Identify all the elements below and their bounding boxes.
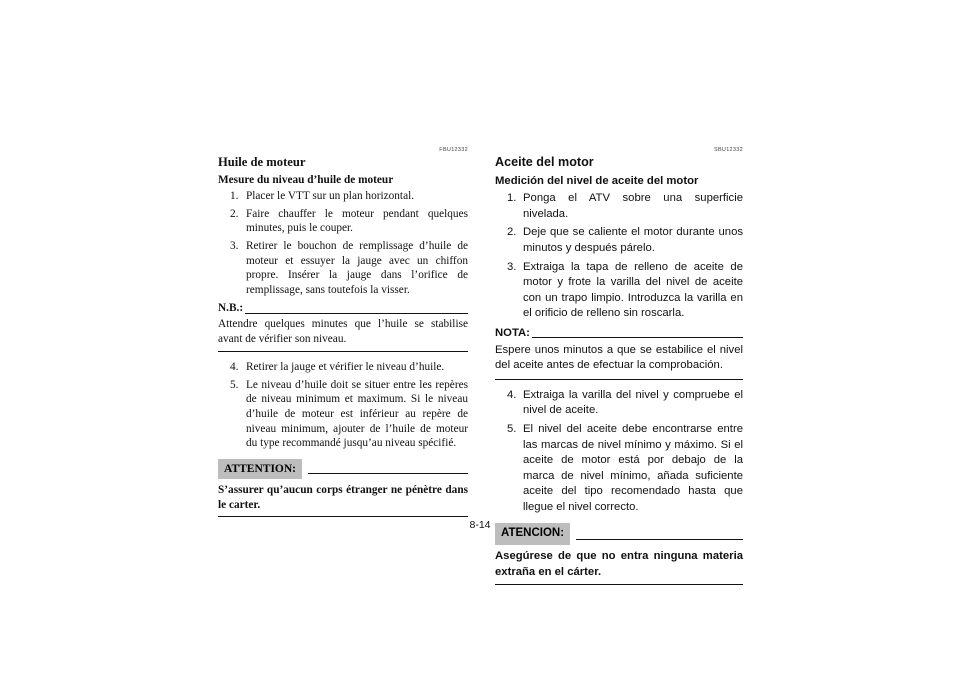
warning-label: ATTENTION: [218,459,302,480]
section-subtitle: Medición del nivel de aceite del motor [495,174,699,187]
warning-rule [576,539,743,540]
note-heading [495,326,743,342]
note-end-rule [495,379,743,380]
section-subtitle: Mesure du niveau d’huile de moteur [218,173,394,186]
section-title: Aceite del motor [495,155,594,169]
step-item: 2. Faire chauffer le moteur pendant quelques minutes, puis le couper. [230,207,468,235]
warning-end-rule [495,584,743,585]
french-column [218,146,468,517]
step-item: 5. Le niveau d’huile doit se situer entre les repères de niveau minimum et maximum. Si le niveau d’huile de moteur est inférieur au repère de niveau minimum, ajouter de l’huile de moteur du type recommandé jusqu’au niveau spécifié. [230,378,468,450]
steps-list [218,189,468,297]
step-item: 4. Extraiga la varilla del nivel y compruebe el nivel de aceite. [507,388,743,417]
section-code: FBU12332 [439,147,468,153]
section-code: SBU12332 [713,147,743,153]
step-item: 3. Extraiga la tapa de relleno de aceite de motor y frote la varilla del nivel de aceite con un trapo limpio. Introduzca la varilla en el orificio de relleno sin roscarla. [507,260,743,320]
warning-label: ATENCION: [495,523,570,545]
note-rule [245,304,468,314]
step-item: 4. Retirer la jauge et vérifier le niveau d’huile. [230,361,445,374]
warning-text: Asegúrese de que no entra ninguna materia extraña en el cárter. [495,550,743,578]
step-item: 1. Placer le VTT sur un plan horizontal. [230,190,415,203]
note-label: N.B.: [218,302,244,315]
note-text: Attendre quelques minutes que l’huile se stabilise avant de vérifier son niveau. [218,317,468,345]
step-item: 3. Retirer le bouchon de remplissage d’huile de moteur et essuyer la jauge avec un chiffon propre. Insérer la jauge dans l’orifice de remplissage, sans toutefois la visser. [230,239,468,296]
note-rule [532,329,743,338]
warning-end-rule [218,516,468,517]
step-item: 2. Deje que se caliente el motor durante unos minutos y después párelo. [507,226,743,254]
note-text: Espere unos minutos a que se estabilice el nivel del aceite antes de efectuar la comprobación. [495,343,743,372]
note-label: NOTA: [495,326,530,339]
section-title: Huile de moteur [218,155,306,169]
note-end-rule [218,351,468,352]
note-heading [218,301,468,316]
steps-list-continued [218,360,468,451]
warning-text: S’assurer qu’aucun corps étranger ne pénètre dans le carter. [218,484,468,511]
step-item: 5. El nivel del aceite debe encontrarse entre las marcas de nivel mínimo y máximo. Si el aceite de motor está por debajo de la marca de nivel mínimo, añada suficiente aceite del tipo recomendado hasta que llegue el nivel correcto. [507,422,743,513]
warning-rule [308,473,468,474]
warning-heading [218,459,468,480]
steps-list [495,191,743,322]
page-number: 8-14 [469,519,491,531]
step-item: 1. Ponga el ATV sobre una superficie nivelada. [507,192,743,220]
steps-list-continued [495,388,743,516]
